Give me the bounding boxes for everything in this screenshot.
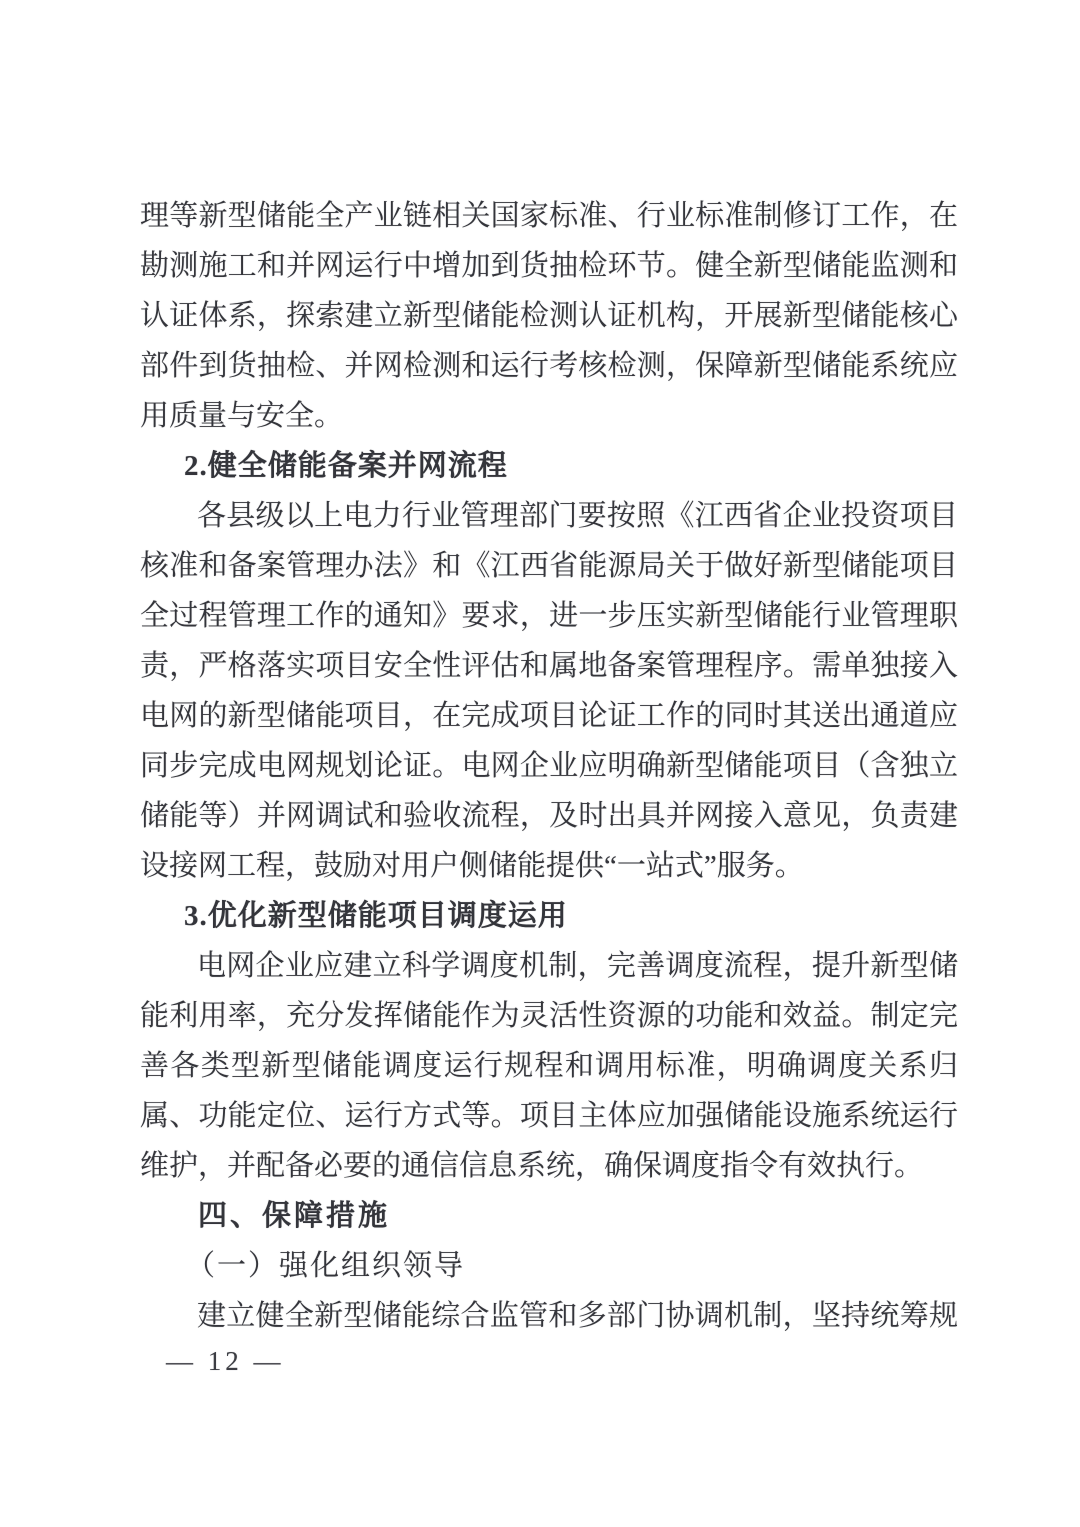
text-line: 部件到货抽检、并网检测和运行考核检测，保障新型储能系统应 xyxy=(140,350,958,382)
text-line: 理等新型储能全产业链相关国家标准、行业标准制修订工作，在 xyxy=(140,200,958,232)
section-heading-four: 四、保障措施 xyxy=(198,1200,391,1232)
text-line: 用质量与安全。 xyxy=(140,400,344,432)
text-line: 储能等）并网调试和验收流程，及时出具并网接入意见，负责建 xyxy=(140,800,958,832)
text-line: 各县级以上电力行业管理部门要按照《江西省企业投资项目 xyxy=(197,500,958,532)
text-line: 同步完成电网规划论证。电网企业应明确新型储能项目（含独立 xyxy=(140,750,958,782)
text-column xyxy=(140,191,958,1341)
text-line: 建立健全新型储能综合监管和多部门协调机制，坚持统筹规 xyxy=(197,1300,958,1332)
text-line: 电网的新型储能项目，在完成项目论证工作的同时其送出通道应 xyxy=(140,700,958,732)
text-line: 属、功能定位、运行方式等。项目主体应加强储能设施系统运行 xyxy=(140,1100,958,1132)
page-number: — 12 — xyxy=(166,1346,285,1376)
text-line: 电网企业应建立科学调度机制，完善调度流程，提升新型储 xyxy=(197,950,958,982)
text-line: 认证体系，探索建立新型储能检测认证机构，开展新型储能核心 xyxy=(140,300,958,332)
text-line: 核准和备案管理办法》和《江西省能源局关于做好新型储能项目 xyxy=(140,550,958,582)
text-line: 责，严格落实项目安全性评估和属地备案管理程序。需单独接入 xyxy=(140,650,958,682)
numbered-heading-2: 2.健全储能备案并网流程 xyxy=(184,450,508,482)
text-line: 勘测施工和并网运行中增加到货抽检环节。健全新型储能监测和 xyxy=(140,250,958,282)
text-line: 设接网工程，鼓励对用户侧储能提供“一站式”服务。 xyxy=(140,850,804,882)
text-line: 善各类型新型储能调度运行规程和调用标准，明确调度关系归 xyxy=(140,1050,958,1082)
text-line: 维护，并配备必要的通信信息系统，确保调度指令有效执行。 xyxy=(140,1150,924,1182)
text-line: 能利用率，充分发挥储能作为灵活性资源的功能和效益。制定完 xyxy=(140,1000,958,1032)
numbered-heading-3: 3.优化新型储能项目调度运用 xyxy=(184,900,568,932)
subsection-heading-one: （一）强化组织领导 xyxy=(186,1250,466,1282)
text-line: 全过程管理工作的通知》要求，进一步压实新型储能行业管理职 xyxy=(140,600,958,632)
